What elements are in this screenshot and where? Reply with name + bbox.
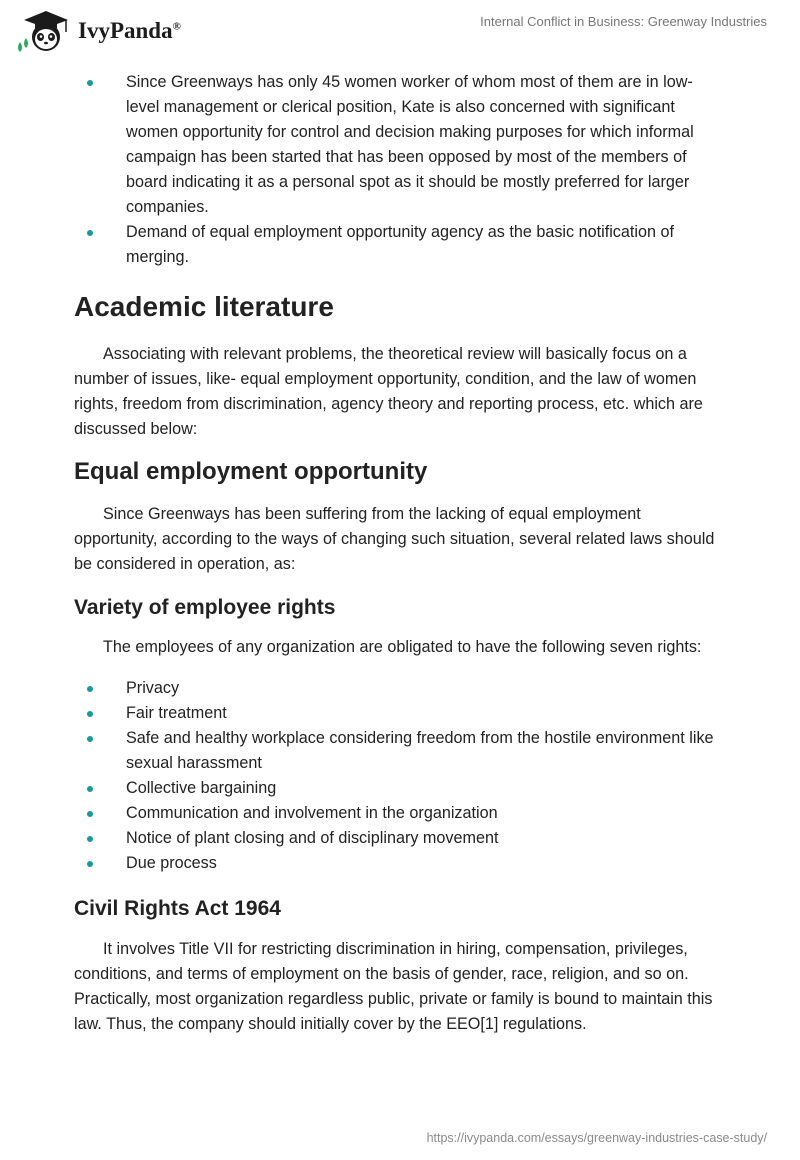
bullet-icon xyxy=(87,711,93,717)
bullet-icon xyxy=(87,686,93,692)
heading-civil-rights-act: Civil Rights Act 1964 xyxy=(74,897,281,920)
essay-content xyxy=(74,70,724,1037)
list-item-text: Safe and healthy workplace considering freedom from the hostile environment like sexual harassment xyxy=(126,729,714,772)
list-item xyxy=(74,676,724,701)
registered-mark: ® xyxy=(172,20,181,33)
academic-paragraph: Associating with relevant problems, the theoretical review will basically focus on a number of issues, like- equal employment opportunity, condition, and the law of women rights, freedom from discrimination, agency theory and reporting process, etc. which are discussed below: xyxy=(74,345,703,438)
bullet-icon xyxy=(87,80,93,86)
bullet-icon xyxy=(87,836,93,842)
list-item-text: Since Greenways has only 45 women worker of whom most of them are in low-level management or clerical position, Kate is also concerned with significant women opportunity for control and decision making purposes for which informal campaign has been started that has been opposed by most of the members of board indicating it as a personal spot as it should be mostly preferred for larger companies. xyxy=(126,73,694,216)
bullet-icon xyxy=(87,736,93,742)
list-item xyxy=(74,701,724,726)
intro-bullet-list xyxy=(74,70,724,270)
bullet-icon xyxy=(87,786,93,792)
document-title: Internal Conflict in Business: Greenway Industries xyxy=(480,14,767,29)
bullet-icon xyxy=(87,230,93,236)
list-item-text: Notice of plant closing and of disciplinary movement xyxy=(126,829,499,847)
list-item xyxy=(74,801,724,826)
list-item-text: Fair treatment xyxy=(126,704,227,722)
list-item-text: Privacy xyxy=(126,679,180,697)
page-header xyxy=(0,0,800,70)
bullet-icon xyxy=(87,861,93,867)
list-item xyxy=(74,826,724,851)
list-item xyxy=(74,851,724,876)
source-url-link[interactable]: https://ivypanda.com/essays/greenway-industries-case-study/ xyxy=(426,1131,767,1145)
eeo-paragraph: Since Greenways has been suffering from the lacking of equal employment opportunity, according to the ways of changing such situation, several related laws should be considered in operation, as: xyxy=(74,505,715,573)
rights-paragraph: The employees of any organization are obligated to have the following seven rights: xyxy=(103,638,702,656)
list-item xyxy=(74,220,724,270)
bullet-icon xyxy=(87,811,93,817)
list-item-text: Communication and involvement in the organization xyxy=(126,804,498,822)
heading-academic-literature: Academic literature xyxy=(74,291,334,322)
ivypanda-logo-icon[interactable] xyxy=(14,8,76,54)
brand-name[interactable] xyxy=(78,18,181,44)
brand-text: IvyPanda xyxy=(78,18,173,43)
list-item-text: Collective bargaining xyxy=(126,779,277,797)
list-item-text: Demand of equal employment opportunity agency as the basic notification of merging. xyxy=(126,223,675,266)
list-item xyxy=(74,70,724,220)
list-item-text: Due process xyxy=(126,854,217,872)
list-item xyxy=(74,726,724,776)
rights-bullet-list xyxy=(74,676,724,876)
heading-employee-rights: Variety of employee rights xyxy=(74,596,336,619)
heading-equal-employment: Equal employment opportunity xyxy=(74,458,428,485)
civil-rights-paragraph: It involves Title VII for restricting discrimination in hiring, compensation, privileges, conditions, and terms of employment on the basis of gender, race, religion, and so on. Practically, most organization regardless public, private or family is bound to maintain this law. Thus, the company should initially cover by the EEO[1] regulations. xyxy=(74,940,713,1033)
list-item xyxy=(74,776,724,801)
